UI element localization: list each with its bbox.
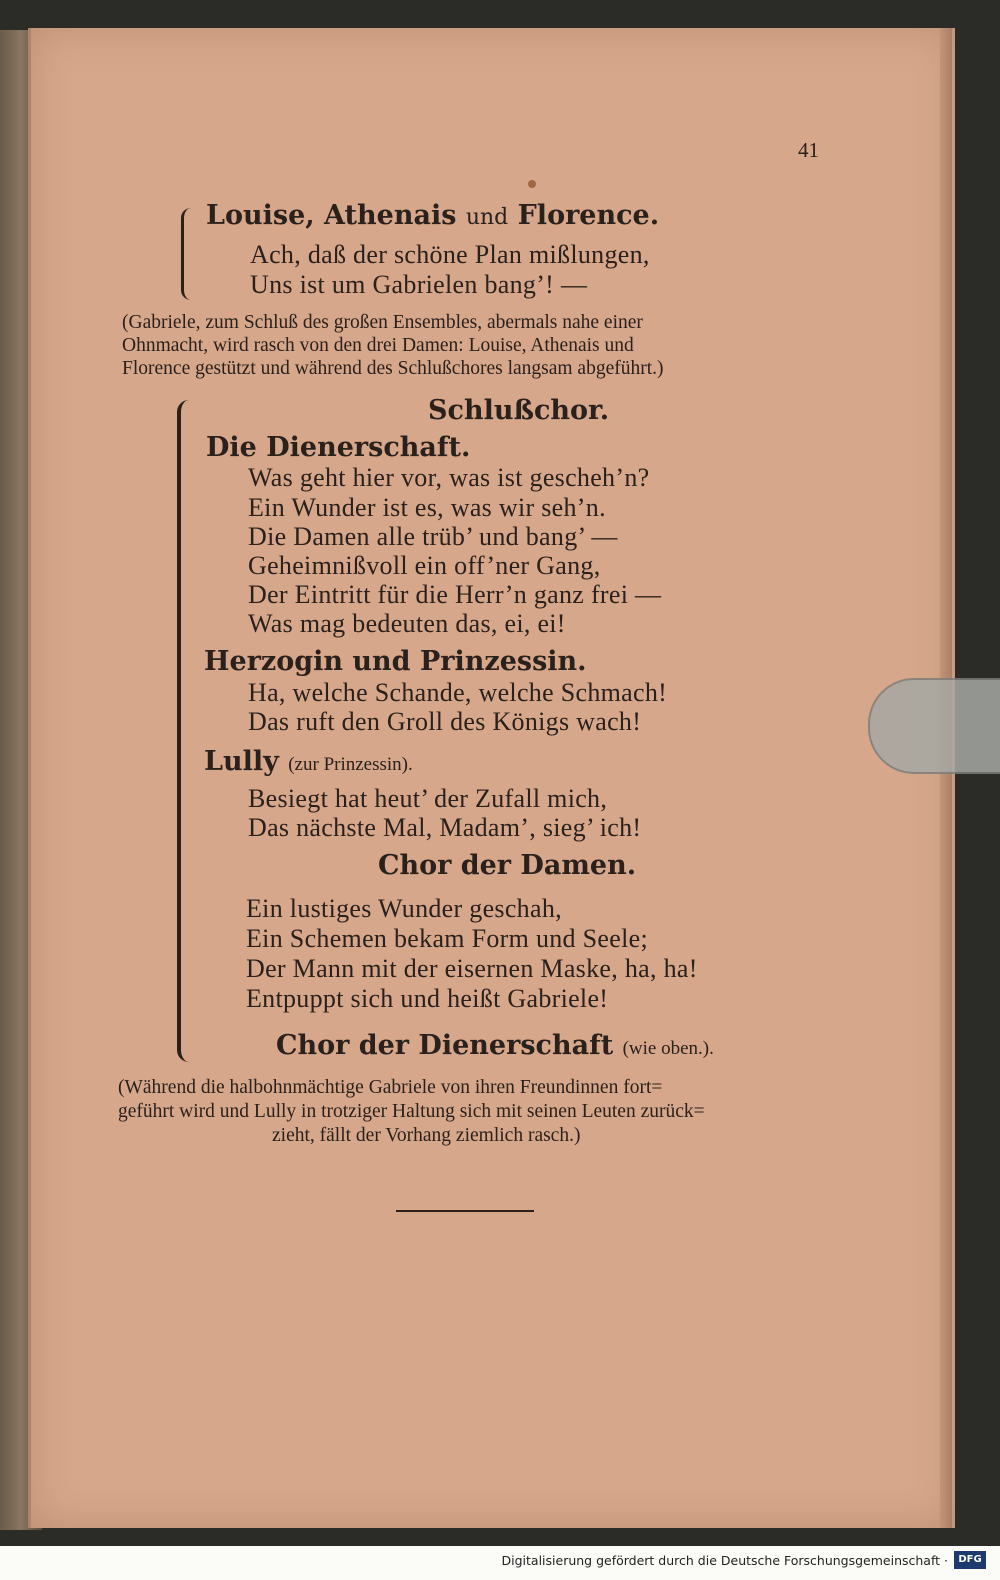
heading-chor-der-dienerschaft [276,1030,714,1061]
speaker-und: und [465,205,509,230]
speaker-louise-athenais-florence [206,200,659,231]
page-number: 41 [798,138,819,162]
verse-line: Die Damen alle trüb’ und bang’ — [248,522,618,551]
speaker-names-2: Florence. [517,200,660,231]
verse-line: Ach, daß der schöne Plan mißlungen, [250,240,650,269]
speaker-names-1: Louise, Athenais [206,200,457,231]
verse-line: Der Eintritt für die Herr’n ganz frei — [248,580,662,609]
stage-direction-line: Ohnmacht, wird rasch von den drei Damen: Louise, Athenais und [122,335,634,356]
stage-direction-inline: (wie oben.). [622,1038,714,1059]
verse-line: Geheimnißvoll ein off’ner Gang, [248,551,601,580]
bracket-block1 [181,208,192,300]
end-rule [396,1210,534,1212]
dfg-logo: DFG [954,1551,986,1569]
speaker-lully [204,746,413,777]
speaker-dienerschaft: Die Dienerschaft. [206,432,471,463]
page-clip-tab [868,678,1000,774]
heading-chor-der-damen: Chor der Damen. [378,850,637,881]
verse-line: Ein Schemen bekam Form und Seele; [246,924,648,953]
verse-line: Was geht hier vor, was ist gescheh’n? [248,463,650,492]
heading-schlusschor: Schlußchor. [428,395,610,426]
ink-spot [528,180,536,188]
verse-line: Uns ist um Gabrielen bang’! — [250,270,588,299]
page-edge [940,28,952,1528]
verse-line: Entpuppt sich und heißt Gabriele! [246,984,609,1013]
verse-line: Was mag bedeuten das, ei, ei! [248,609,566,638]
verse-line: Das ruft den Groll des Königs wach! [248,707,642,736]
stage-direction-line: zieht, fällt der Vorhang ziemlich rasch.) [272,1125,581,1146]
bracket-schlusschor [177,400,189,1062]
speaker-herzogin-prinzessin: Herzogin und Prinzessin. [204,646,587,677]
verse-line: Ein Wunder ist es, was wir seh’n. [248,493,606,522]
verse-line: Ha, welche Schande, welche Schmach! [248,678,668,707]
verse-line: Ein lustiges Wunder geschah, [246,894,562,923]
heading-chor-der-dienerschaft-text: Chor der Dienerschaft [276,1030,614,1061]
verse-line: Der Mann mit der eisernen Maske, ha, ha! [246,954,698,983]
speaker-lully-name: Lully [204,746,279,777]
stage-direction-line: Florence gestützt und während des Schlußchores langsam abgeführt.) [122,358,664,379]
stage-direction-line: geführt wird und Lully in trotziger Haltung sich mit seinen Leuten zurück= [118,1101,705,1122]
stage-direction-inline: (zur Prinzessin). [288,754,413,775]
footer-credit: Digitalisierung gefördert durch die Deutsche Forschungsgemeinschaft · [501,1553,948,1568]
stage-direction-line: (Während die halbohnmächtige Gabriele von ihren Freundinnen fort= [118,1077,663,1098]
verse-line: Besiegt hat heut’ der Zufall mich, [248,784,608,813]
stage-direction-line: (Gabriele, zum Schluß des großen Ensembles, abermals nahe einer [122,312,643,333]
verse-line: Das nächste Mal, Madam’, sieg’ ich! [248,813,642,842]
